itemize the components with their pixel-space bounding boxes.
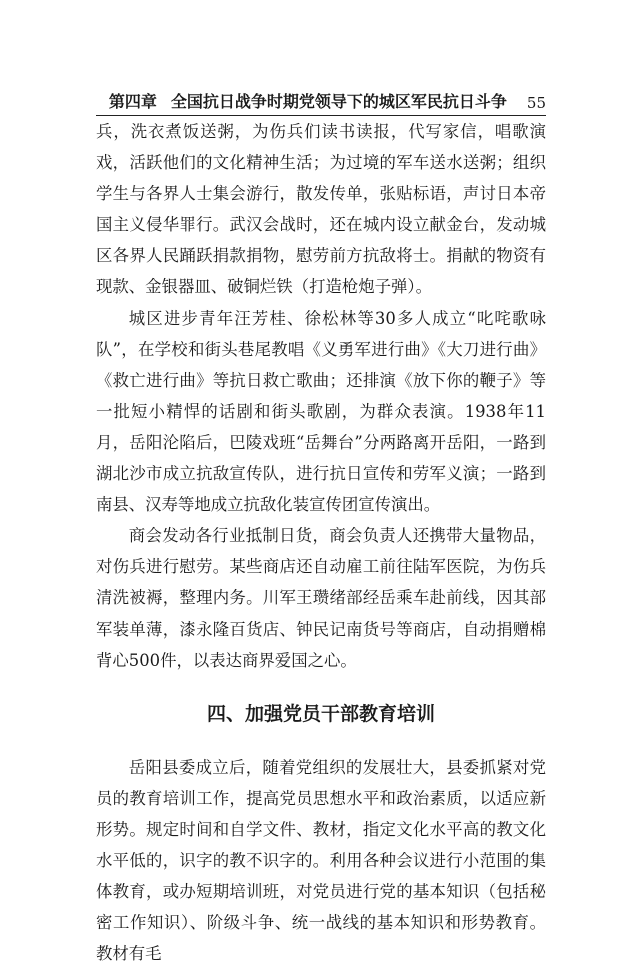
running-header <box>96 86 546 112</box>
page-number: 55 <box>526 94 546 112</box>
paragraph-1: 兵，洗衣煮饭送粥，为伤兵们读书读报，代写家信，唱歌演戏，活跃他们的文化精神生活；为过境的军车送水送粥；组织学生与各界人士集会游行，散发传单，张贴标语，声讨日本帝国主义侵华罪行。武汉会战时，还在城内设立献金台，发动城区各界人民踊跃捐款捐物，慰劳前方抗敌将士。捐献的物资有现款、金银器皿、破铜烂铁（打造枪炮子弹）。 <box>96 122 546 297</box>
paragraph-3: 商会发动各行业抵制日货，商会负责人还携带大量物品，对伤兵进行慰劳。某些商店还自动雇工前往陆军医院，为伤兵清洗被褥，整理内务。川军王瓒绪部经岳乘车赴前线，因其部军装单薄，漆永隆百货店、钟民记南货号等商店，自动捐赠棉背心500件，以表达商界爱国之心。 <box>96 526 546 670</box>
page-body <box>96 116 546 969</box>
chapter-title: 全国抗日战争时期党领导下的城区军民抗日斗争 <box>170 92 507 111</box>
paragraph-4: 岳阳县委成立后，随着党组织的发展壮大，县委抓紧对党员的教育培训工作，提高党员思想水平和政治素质，以适应新形势。规定时间和自学文件、教材，指定文化水平高的教文化水平低的，识字的教不识字的。利用各种会议进行小范围的集体教育，或办短期培训班，对党员进行党的基本知识（包括秘密工作知识）、阶级斗争、统一战线的基本知识和形势教育。教材有毛 <box>96 757 546 964</box>
section-heading: 四、加强党员干部教育培训 <box>206 702 435 725</box>
paragraph-2: 城区进步青年汪芳桂、徐松林等30多人成立“叱咤歌咏队”，在学校和街头巷尾教唱《义勇军进行曲》《大刀进行曲》《救亡进行曲》等抗日救亡歌曲；还排演《放下你的鞭子》等一批短小精悍的话剧和街头歌剧，为群众表演。1938年11月，岳阳沦陷后，巴陵戏班“岳舞台”分两路离开岳阳，一路到湖北沙市成立抗敌宣传队，进行抗日宣传和劳军义演；一路到南县、汉寿等地成立抗敌化装宣传团宣传演出。 <box>96 308 546 515</box>
chapter-label: 第四章 <box>108 92 157 111</box>
